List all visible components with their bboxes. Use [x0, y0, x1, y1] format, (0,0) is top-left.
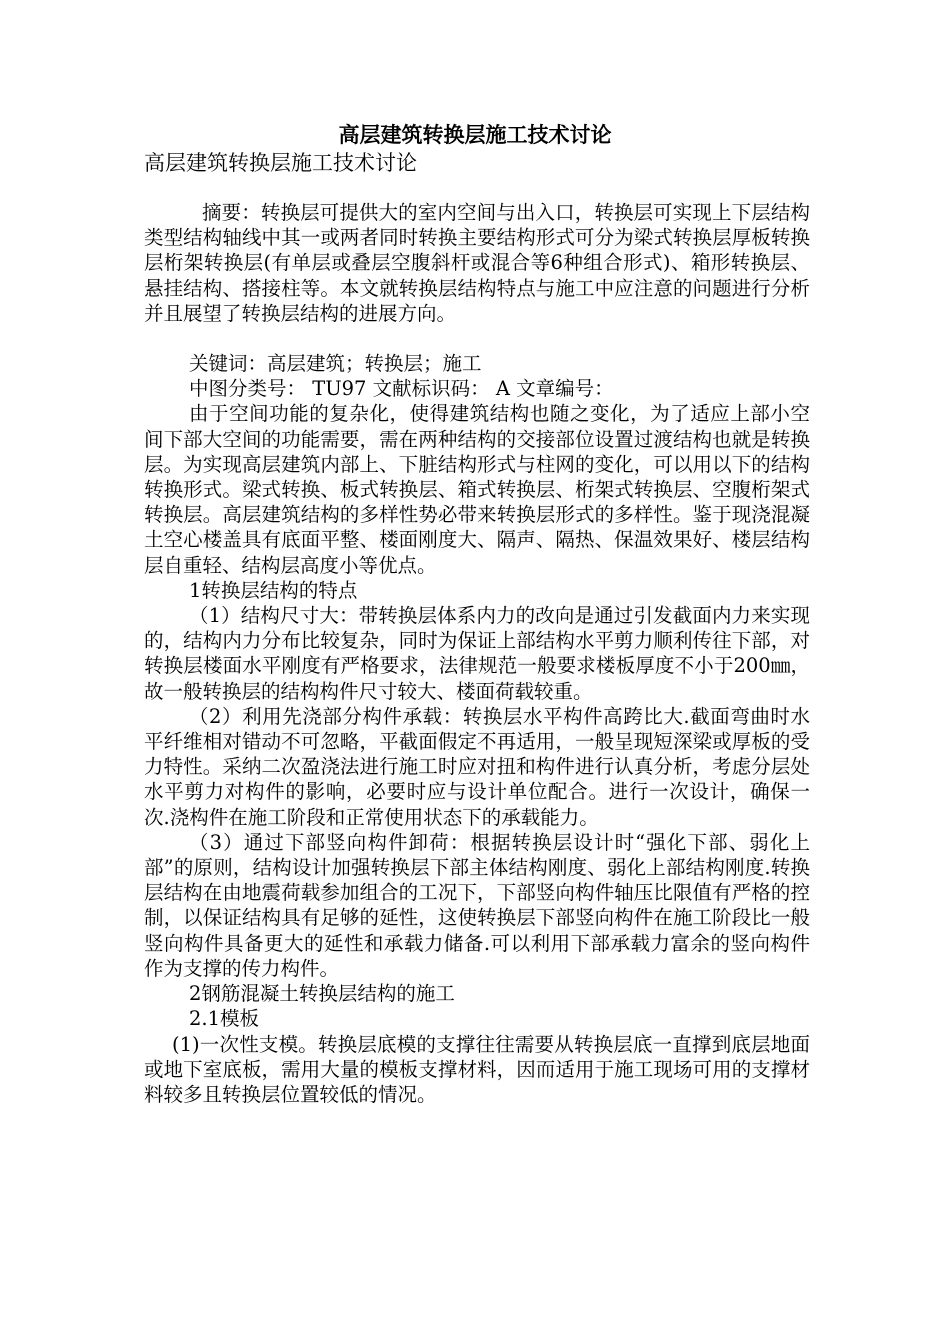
- section-2-heading: 2钢筋混凝土转换层结构的施工: [189, 982, 455, 1006]
- section-1-heading: 1转换层结构的特点: [189, 578, 358, 602]
- classification-line: 中图分类号： TU97 文献标识码： A 文章编号：: [189, 377, 614, 401]
- item-1-paragraph: （1）结构尺寸大：带转换层体系内力的改向是通过引发截面内力来实现的，结构内力分布比较复杂，同时为保证上部结构水平剪力顺利传往下部，对转换层楼面水平刚度有严格要求，法律规范一般要求楼板厚度不小于200㎜，故一般转换层的结构构件尺寸较大、楼面荷载较重。: [144, 604, 810, 703]
- item-3-paragraph: （3）通过下部竖向构件卸荷：根据转换层设计时“强化下部、弱化上部”的原则，结构设计加强转换层下部主体结构刚度、弱化上部结构刚度.转换层结构在由地震荷载参加组合的工况下，下部竖向构件轴压比限值有严格的控制，以保证结构具有足够的延性，这使转换层下部竖向构件在施工阶段比一般竖向构件具备更大的延性和承载力储备.可以利用下部承载力富余的竖向构件作为支撑的传力构件。: [144, 830, 810, 980]
- keywords-line: 关键词：高层建筑；转换层；施工: [189, 352, 482, 376]
- intro-paragraph: 由于空间功能的复杂化，使得建筑结构也随之变化，为了适应上部小空间下部大空间的功能需要，需在两种结构的交接部位设置过渡结构也就是转换层。为实现高层建筑内部上、下脏结构形式与柱网的变化，可以用以下的结构转换形式。梁式转换、板式转换层、箱式转换层、桁架式转换层、空腹桁架式转换层。高层建筑结构的多样性势必带来转换层形式的多样性。鉴于现浇混凝土空心楼盖具有底面平整、楼面刚度大、隔声、隔热、保温效果好、楼层结构层自重轻、结构层高度小等优点。: [144, 402, 810, 577]
- section-2-1-heading: 2.1模板: [189, 1007, 260, 1031]
- abstract-paragraph: 摘要：转换层可提供大的室内空间与出入口，转换层可实现上下层结构类型结构轴线中其一或两者同时转换主要结构形式可分为梁式转换层厚板转换层桁架转换层(有单层或叠层空腹斜杆或混合等6种组合形式)、箱形转换层、悬挂结构、搭接柱等。本文就转换层结构特点与施工中应注意的问题进行分析并且展望了转换层结构的进展方向。: [144, 201, 810, 325]
- item-2-1-1-paragraph: (1)一次性支模。转换层底模的支撑往往需要从转换层底一直撑到底层地面或地下室底板，需用大量的模板支撑材料，因而适用于施工现场可用的支撑材料较多且转换层位置较低的情况。: [144, 1032, 810, 1106]
- document-subtitle: 高层建筑转换层施工技术讨论: [144, 151, 417, 175]
- item-2-paragraph: （2）利用先浇部分构件承载：转换层水平构件高跨比大.截面弯曲时水平纤维相对错动不可忽略，平截面假定不再适用，一般呈现短深梁或厚板的受力特性。采纳二次盈浇法进行施工时应对扭和构件进行认真分析，考虑分层处水平剪力对构件的影响，必要时应与设计单位配合。进行一次设计，确保一次.浇构件在施工阶段和正常使用状态下的承载能力。: [144, 704, 810, 829]
- document-title: 高层建筑转换层施工技术讨论: [338, 122, 612, 147]
- document-body: [144, 200, 810, 1107]
